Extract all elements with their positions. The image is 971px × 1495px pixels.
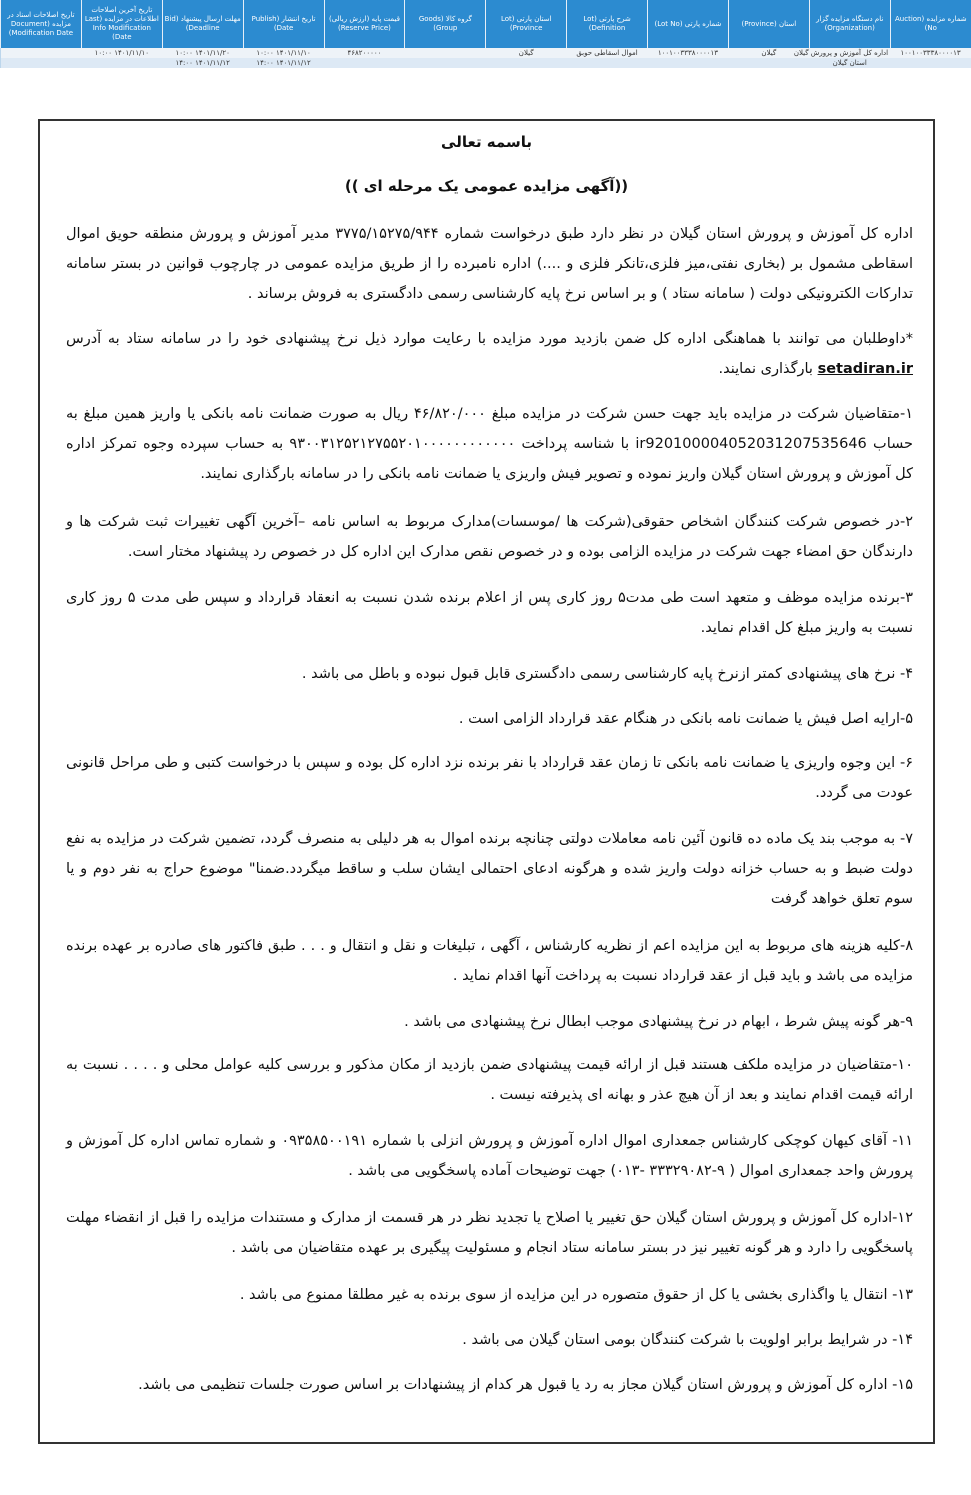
applicants-paragraph [66,324,913,384]
clause-3: ۳-برنده مزایده موظف و متعهد است طی مدت۵ روز کاری پس از اعلام برنده شدن نسبت به انعقاد قرارداد و سپس طی مدت ۵ روز کاری نسبت به واریز مبلغ کل اقدام نماید. [66,590,913,636]
cell-document-modification [1,48,82,58]
clause-7: ۷- به موجب بند یک ماده ده قانون آئین نامه معاملات دولتی چنانچه برنده اموال به هر دلیلی به منصرف گردد، تضمین شرکت در مزایده به نفع دولت ضبط و به حساب خزانه دولت واریز شده و هرگونه ادعای احتمالی ایشان سلب و ساقط میگردد.ضمنا" موضوع حراج به نفر دوم و یا سوم تعلق خواهد گرفت [66,831,913,907]
table-row[interactable] [1,48,971,58]
clause-5: ۵-ارایه اصل فیش یا ضمانت نامه بانکی در هنگام عقد قرارداد الزامی است . [458,711,913,727]
cell-lot-definition-2 [567,58,648,68]
cell-province: گیلان [728,48,809,58]
cell-lot-definition: اموال اسقاطی حوبق [567,48,648,58]
header-bid-deadline: مهلت ارسال پیشنهاد (Bid Deadline) [162,0,243,48]
clause-9: ۹-هر گونه پیش شرط ، ابهام در نرخ پیشنهادی موجب ابطال نرخ پیشنهادی می باشد . [404,1014,913,1030]
cell-organization-2: استان گیلان [809,58,890,68]
cell-lot-province: گیلان [486,48,567,58]
cell-publish-date: ۱۴۰۱/۱۱/۱۰ ۱۰:۰۰ [243,48,324,58]
header-auction-no: شماره مزایده (Auction No) [890,0,971,48]
cell-auction-no[interactable]: ۱۰۰۱۰۰۳۳۳۸۰۰۰۰۱۳ [890,48,971,58]
header-lot-no: شماره پارتی (Lot No) [648,0,729,48]
header-goods-group: گروه کالا (Goods Group) [405,0,486,48]
header-document-modification: تاریخ اصلاحات اسناد در مزایده (Document Modification Date) [1,0,82,48]
notice-title: ((آگهی مزایده عمومی یک مرحله ای )) [344,177,629,195]
applicants-text-end: بارگذاری نمایند. [718,361,813,377]
clause-13: ۱۳- انتقال یا واگذاری بخشی یا کل از حقوق متصوره در این مزایده از سوی برنده به غیر مطلقا ممنوع می باشد . [239,1287,913,1303]
auction-info-table [0,0,971,68]
clause-1: ۱-متقاضیان شرکت در مزایده باید جهت حسن شرکت در مزایده مبلغ ۴۶/۸۲۰/۰۰۰ ریال به صورت ضمانت نامه بانکی یا واریز همین مبلغ به حساب ir920100004052031207535646 با شناسه پرداخت ۹۳۰۰۳۱۲۵۲۱۲۷۵۵۲۰۱۰۰۰۰۰۰۰۰۰۰۰۰ به حساب سپرده وجوه تمرکز اداره کل آموزش و پرورش استان گیلان واریز نموده و تصویر فیش واریزی یا ضمانت نامه بانکی را در سامانه بارگذاری نمایند. [66,406,914,482]
clause-10: ۱۰-متقاضیان در مزایده ملکف هستند قبل از ارائه قیمت پیشنهادی ضمن بازدید از مکان مذکور و بررسی کلیه عوامل محلی و . . . . نسبت به ارائه قیمت اقدام نمایند و بعد از آن هیچ عذر و بهانه ای پذیرفته نیست . [66,1057,913,1103]
clause-15: ۱۵- اداره کل آموزش و پرورش استان گیلان مجاز به رد یا قبول هر کدام از پیشنهادات بر اساس صورت جلسات تنظیمی می باشد. [138,1377,913,1393]
header-last-modification: تاریخ آخرین اصلاحات اطلاعات در مزایده (Last Info Modification Date) [81,0,162,48]
intro-paragraph: اداره کل آموزش و پرورش استان گیلان در نظر دارد طبق درخواست شماره ۳۷۷۵/۱۵۲۷۵/۹۴۴ مدیر آموزش و پرورش منطقه حویق اموال اسقاطی مشمول بر (بخاری نفتی،میز فلزی،تانکر فلزی و ....) اداره نامبرده را از طریق مزایده عمومی در چارچوب قوانین در بستر سامانه تدارکات الکترونیکی دولت ( سامانه ستاد ) و بر اساس نرخ پایه کارشناسی رسمی دادگستری به فروش برساند . [66,226,913,302]
header-lot-province: استان پارتی (Lot Province) [486,0,567,48]
header-organization: نام دستگاه مزایده گزار (Organization) [809,0,890,48]
cell-goods-group-2 [405,58,486,68]
cell-bid-deadline: ۱۴۰۱/۱۱/۲۰ ۱۰:۰۰ [162,48,243,58]
cell-last-modification-2 [81,58,162,68]
header-lot-definition: شرح پارتی (Lot Definition) [567,0,648,48]
auction-notice-document [38,119,935,1444]
header-publish-date: تاریخ انتشار (Publish Date) [243,0,324,48]
clause-14: ۱۴- در شرایط برابر اولویت با شرکت کنندگان بومی استان گیلان می باشد . [462,1332,913,1348]
clause-12: ۱۲-اداره کل آموزش و پرورش استان گیلان حق تغییر یا اصلاح یا تجدید نظر در هر قسمت از مدارک و مستندات مزایده را قبل از انقضاء مهلت پاسخگویی را دارد و هر گونه تغییر نیز در بستر سامانه ستاد انجام و مسئولیت پیگیری بر عهده متقاضیان می باشد . [66,1210,913,1256]
cell-lot-no: ۱۰۰۱۰۰۳۳۳۸۰۰۰۰۱۳ [648,48,729,58]
cell-goods-group [405,48,486,58]
clause-6: ۶- این وجوه واریزی یا ضمانت نامه بانکی تا زمان عقد قرارداد با نفر برنده نزد اداره کل بوده و سپس با درخواست کتبی و طی مراحل قانونی عودت می گردد. [66,755,913,801]
clause-11: ۱۱- آقای کیهان کوچکی کارشناس جمعداری اموال اداره آموزش و پرورش انزلی با شماره ۰۹۳۵۸۵۰۰۱۹۱ و شماره تماس اداره کل آموزش و پرورش واحد جمعداری اموال ( ۹-۳۳۳۲۹۰۸۲ -۰۱۳) جهت توضیحات آماده پاسخگویی می باشد . [66,1133,914,1179]
header-province: استان (Province) [728,0,809,48]
cell-publish-date-2: ۱۴۰۱/۱۱/۱۲ ۱۴:۰۰ [243,58,324,68]
cell-auction-no-2 [890,58,971,68]
table-row[interactable] [1,58,971,68]
cell-reserve-price: ۴۶۸۲۰۰۰۰۰ [324,48,405,58]
table-header-row [1,0,971,48]
invocation-heading: باسمه تعالی [441,133,532,151]
header-reserve-price: قیمت پایه (ارزش ریالی) (Reserve Price) [324,0,405,48]
cell-reserve-price-2 [324,58,405,68]
applicants-text: *داوطلبان می توانند با هماهنگی اداره کل ضمن بازدید مورد مزایده با رعایت موارد ذیل نرخ پیشنهادی خود را در سامانه ستاد به آدرس [66,331,913,347]
cell-lot-province-2 [486,58,567,68]
clause-8: ۸-کلیه هزینه های مربوط به این مزایده اعم از نظریه کارشناس ، آگهی ، تبلیغات و نقل و انتقال و . . . طبق فاکتور های صادره بر عهده برنده مزایده می باشد و باید قبل از عقد قرارداد نسبت به پرداخت آنها اقدام نماید . [66,938,913,984]
cell-last-modification: ۱۴۰۱/۱۱/۱۰ ۱۰:۰۰ [81,48,162,58]
cell-province-2 [728,58,809,68]
clause-2: ۲-در خصوص شرکت کنندگان اشخاص حقوقی(شرکت ها /موسسات)مدارک مربوط به اساس نامه –آخرین آگهی تغییرات ثبت شرکت ها و دارندگان حق امضاء جهت شرکت در مزایده الزامی بوده و در خصوص نقص مدارک این اداره کل در خصوص رد پیشنهاد مختار است. [66,514,913,560]
clause-4: ۴- نرخ های پیشنهادی کمتر ازنرخ پایه کارشناسی رسمی دادگستری قابل قبول نبوده و باطل می باشد . [301,666,913,682]
cell-organization: اداره کل آموزش و پرورش گیلان [793,49,889,57]
setadiran-link[interactable]: setadiran.ir [817,361,913,377]
cell-lot-no-2 [648,58,729,68]
cell-document-modification-2 [1,58,82,68]
cell-bid-deadline-2: ۱۴۰۱/۱۱/۱۲ ۱۴:۰۰ [162,58,243,68]
